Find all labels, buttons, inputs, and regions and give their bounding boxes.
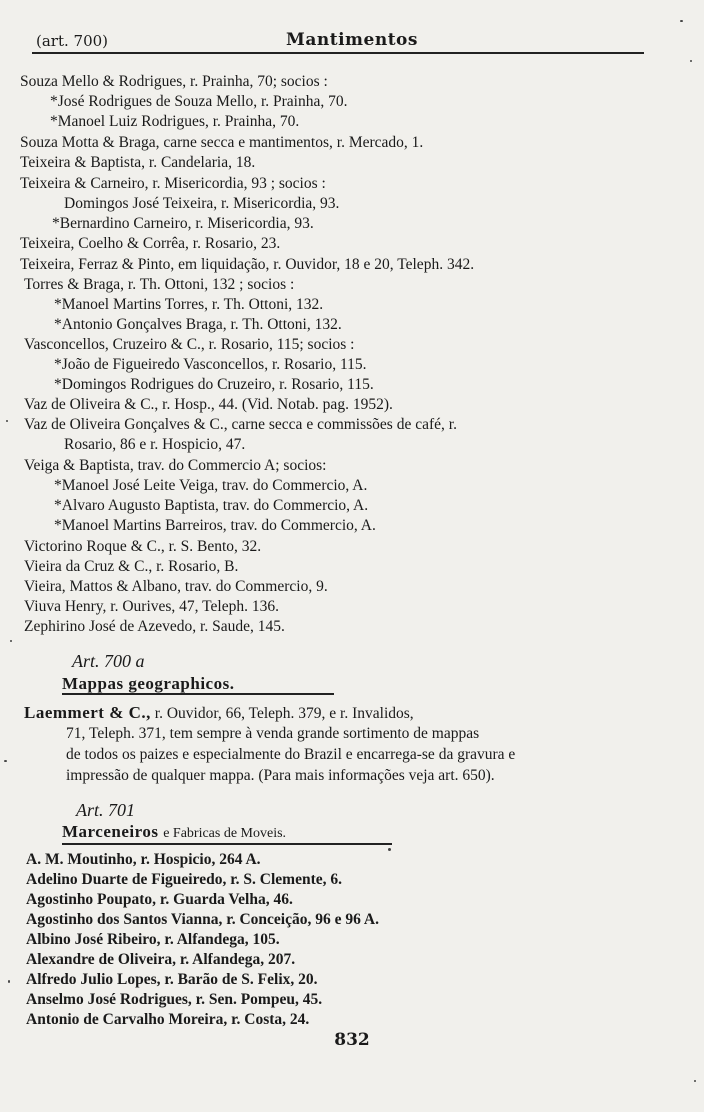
list-item: Adelino Duarte de Figueiredo, r. S. Clemente, 6.: [26, 871, 343, 888]
header-divider: [32, 52, 644, 54]
print-speck: [388, 848, 391, 851]
page-title: Mantimentos: [286, 30, 418, 50]
section-subtitle: e Fabricas de Moveis.: [163, 826, 287, 841]
list-item: Vasconcellos, Cruzeiro & C., r. Rosario, 115; socios :: [24, 336, 355, 353]
firm-name-laemmert: Laemmert & C.,: [24, 703, 151, 722]
section-title-mappas: Mappas geographicos.: [62, 674, 235, 693]
section-title-text: Marceneiros: [62, 822, 159, 841]
list-item: *Domingos Rodrigues do Cruzeiro, r. Rosario, 115.: [54, 376, 374, 393]
list-item: Vieira da Cruz & C., r. Rosario, B.: [24, 558, 239, 575]
paragraph-text: r. Ouvidor, 66, Teleph. 379, e r. Invalidos,: [154, 705, 414, 722]
list-item: *Manoel Martins Barreiros, trav. do Commercio, A.: [54, 517, 376, 534]
print-speck: [690, 60, 692, 62]
list-item: *Antonio Gonçalves Braga, r. Th. Ottoni, 132.: [54, 316, 342, 333]
list-item: *Manoel Luiz Rodrigues, r. Prainha, 70.: [50, 113, 300, 130]
list-item: A. M. Moutinho, r. Hospicio, 264 A.: [26, 851, 261, 868]
list-item: Teixeira & Carneiro, r. Misericordia, 93 ; socios :: [20, 175, 326, 192]
paragraph-text: impressão de qualquer mappa. (Para mais informações veja art. 650).: [66, 767, 495, 784]
print-speck: [6, 420, 8, 422]
list-item: Alfredo Julio Lopes, r. Barão de S. Felix, 20.: [26, 971, 318, 988]
list-item: Victorino Roque & C., r. S. Bento, 32.: [24, 538, 262, 555]
list-item: Souza Motta & Braga, carne secca e mantimentos, r. Mercado, 1.: [20, 134, 424, 151]
page-number: 832: [334, 1030, 370, 1050]
list-item: Albino José Ribeiro, r. Alfandega, 105.: [26, 931, 280, 948]
paragraph-text: 71, Teleph. 371, tem sempre à venda grande sortimento de mappas: [66, 725, 480, 742]
list-item: Agostinho Poupato, r. Guarda Velha, 46.: [26, 891, 293, 908]
list-item: Agostinho dos Santos Vianna, r. Conceição, 96 e 96 A.: [26, 911, 379, 928]
list-item: Anselmo José Rodrigues, r. Sen. Pompeu, 45.: [26, 991, 323, 1008]
section-underline: [62, 693, 334, 695]
list-item: *Manoel Martins Torres, r. Th. Ottoni, 132.: [54, 296, 324, 313]
list-item: Rosario, 86 e r. Hospicio, 47.: [64, 436, 246, 453]
list-item: *João de Figueiredo Vasconcellos, r. Rosario, 115.: [54, 356, 367, 373]
list-item: Vaz de Oliveira Gonçalves & C., carne secca e commissões de café, r.: [24, 416, 457, 433]
list-item: *Bernardino Carneiro, r. Misericordia, 93.: [52, 215, 314, 232]
print-speck: [10, 640, 12, 642]
list-item: Veiga & Baptista, trav. do Commercio A; socios:: [24, 457, 327, 474]
list-item: Alexandre de Oliveira, r. Alfandega, 207.: [26, 951, 296, 968]
list-item: *José Rodrigues de Souza Mello, r. Prainha, 70.: [50, 93, 348, 110]
section-article-700a: Art. 700 a: [72, 651, 145, 671]
article-reference: (art. 700): [36, 32, 109, 50]
laemmert-paragraph-line1: [24, 702, 414, 724]
list-item: Viuva Henry, r. Ourives, 47, Teleph. 136.: [24, 598, 279, 615]
list-item: Torres & Braga, r. Th. Ottoni, 132 ; socios :: [24, 276, 295, 293]
print-speck: [680, 20, 683, 22]
list-item: Teixeira, Coelho & Corrêa, r. Rosario, 23.: [20, 235, 281, 252]
list-item: *Manoel José Leite Veiga, trav. do Commercio, A.: [54, 477, 368, 494]
print-speck: [8, 980, 10, 983]
list-item: Teixeira & Baptista, r. Candelaria, 18.: [20, 154, 256, 171]
list-item: *Alvaro Augusto Baptista, trav. do Commercio, A.: [54, 497, 369, 514]
print-speck: [4, 760, 7, 762]
list-item: Vaz de Oliveira & C., r. Hosp., 44. (Vid. Notab. pag. 1952).: [24, 396, 393, 413]
paragraph-text: de todos os paizes e especialmente do Brazil e encarrega-se da gravura e: [66, 746, 516, 763]
list-item: Vieira, Mattos & Albano, trav. do Commercio, 9.: [24, 578, 328, 595]
section-title-marceneiros: [62, 822, 286, 842]
list-item: Souza Mello & Rodrigues, r. Prainha, 70; socios :: [20, 73, 328, 90]
list-item: Zephirino José de Azevedo, r. Saude, 145.: [24, 618, 285, 635]
list-item: Antonio de Carvalho Moreira, r. Costa, 24.: [26, 1011, 310, 1028]
print-speck: [694, 1080, 696, 1082]
list-item: Teixeira, Ferraz & Pinto, em liquidação, r. Ouvidor, 18 e 20, Teleph. 342.: [20, 256, 475, 273]
section-underline: [62, 843, 392, 845]
section-article-701: Art. 701: [76, 800, 136, 820]
list-item: Domingos José Teixeira, r. Misericordia, 93.: [64, 195, 340, 212]
